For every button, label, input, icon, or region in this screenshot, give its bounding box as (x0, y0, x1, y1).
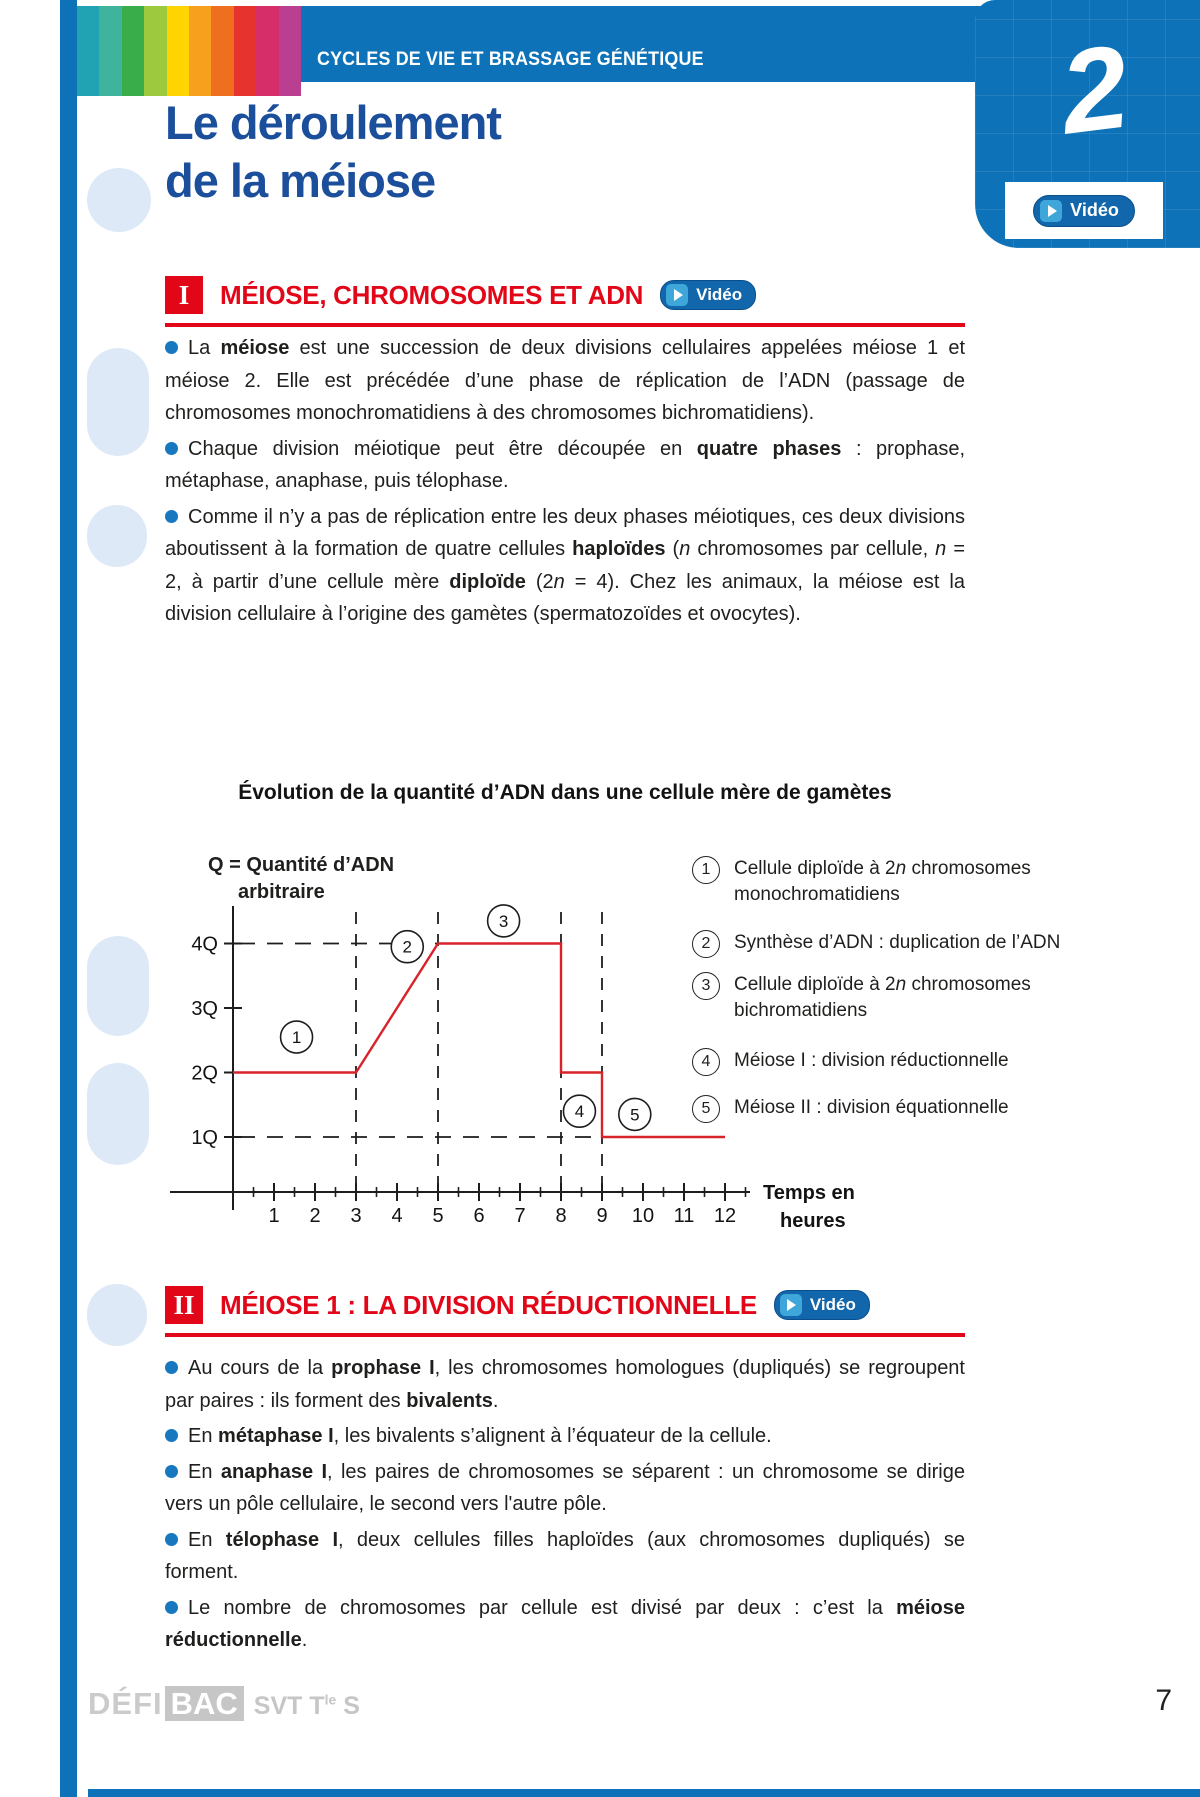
color-stripe (144, 6, 166, 96)
x-tick-label: 1 (268, 1205, 280, 1227)
defibac-logo: DÉFI BAC SVT $T^{le}$ S (88, 1686, 360, 1721)
legend-item (692, 972, 1090, 1024)
color-stripe (189, 6, 211, 96)
video-button-label: Vidéo (696, 285, 743, 304)
bottom-margin-bar (88, 1789, 1200, 1797)
legend-item (692, 1095, 1090, 1123)
x-tick-label: 11 (673, 1205, 695, 1227)
chart-annotation-number: 3 (498, 911, 509, 931)
chapter-banner-title: CYCLES DE VIE ET BRASSAGE GÉNÉTIQUE (317, 49, 704, 70)
color-stripe (77, 6, 99, 96)
chart-title: Évolution de la quantité d’ADN dans une cellule mère de gamètes (238, 781, 892, 804)
page-title-line1: Le déroulement (165, 96, 501, 149)
page-title (165, 94, 501, 210)
page-number: 7 (1155, 1684, 1172, 1717)
x-tick-label: 12 (713, 1205, 737, 1227)
chart-y-axis-label: Q = Quantité d’ADN arbitraire (208, 854, 395, 903)
color-stripe (167, 6, 189, 96)
color-stripe (234, 6, 256, 96)
chart-annotation-number: 5 (630, 1105, 640, 1125)
paragraph: Chaque division méiotique peut être découpée en quatre phases : prophase, métaphase, anaphase, puis télophase. (165, 433, 965, 498)
paragraph: Comme il n’y a pas de réplication entre les deux phases méiotiques, ces deux divisions aboutissent à la formation de quatre cellules haploïdes (n chromosomes par cellule, n = 2, à partir d’une cellule mère diploïde (2n = 4). Chez les animaux, la méiose est la division cellulaire à l’origine des gamètes (spermatozoïdes et ovocytes). (165, 501, 965, 631)
x-tick-label: 2 (309, 1205, 321, 1227)
x-tick-label: 8 (555, 1205, 567, 1227)
x-axis-label: heures (780, 1210, 846, 1230)
play-icon (780, 1294, 802, 1316)
y-tick-label: 3Q (191, 998, 218, 1020)
x-tick-label: 3 (350, 1205, 362, 1227)
paragraph: En anaphase I, les paires de chromosomes se séparent : un chromosome se dirige vers un pôle cellulaire, le second vers l'autre pôle. (165, 1456, 965, 1521)
color-stripe (99, 6, 121, 96)
legend-number: 4 (692, 1048, 720, 1076)
legend-item (692, 1048, 1090, 1076)
color-stripe (279, 6, 301, 96)
section-2-numeral: II (165, 1286, 203, 1324)
section-1-body (165, 332, 965, 634)
page-title-line2: de la méiose (165, 154, 436, 207)
chart-annotation-number: 4 (574, 1102, 585, 1122)
x-tick-label: 10 (631, 1205, 655, 1227)
y-tick-label: 2Q (191, 1062, 218, 1085)
chapter-banner (301, 6, 989, 82)
paragraph: La méiose est une succession de deux divisions cellulaires appelées méiose 1 et méiose 2. Elle est précédée d’une phase de réplication de l’ADN (passage de chromosomes monochromatidiens à des chromosomes bichromatidiens). (165, 332, 965, 430)
chapter-video-box (1005, 182, 1163, 239)
paragraph: Au cours de la prophase I, les chromosomes homologues (dupliqués) se regroupent par paires : ils forment des bivalents. (165, 1352, 965, 1417)
paragraph: En métaphase I, les bivalents s’alignent à l’équateur de la cellule. (165, 1420, 965, 1453)
section-2-video-button[interactable] (774, 1290, 870, 1320)
video-button-label: Vidéo (809, 1295, 856, 1314)
section-2-header (165, 1286, 965, 1337)
play-icon (666, 284, 688, 306)
section-2-body (165, 1352, 965, 1660)
section-1-numeral: I (165, 276, 203, 314)
y-tick-label: 4Q (191, 933, 218, 956)
section-1-heading: MÉIOSE, CHROMOSOMES ET ADN (220, 279, 644, 310)
section-1-header (165, 276, 965, 327)
legend-item (692, 930, 1090, 958)
legend-text: Méiose II : division équationnelle (734, 1097, 1009, 1118)
y-tick-label: 1Q (191, 1127, 218, 1149)
legend-item (692, 856, 1090, 908)
paragraph: Le nombre de chromosomes par cellule est divisé par deux : c’est la méiose réductionnelle. (165, 1592, 965, 1657)
legend-text: Méiose I : division réductionnelle (734, 1050, 1009, 1071)
color-stripe (122, 6, 144, 96)
x-axis-label: Temps en (763, 1182, 855, 1204)
left-margin-bar (60, 0, 77, 1797)
legend-number: 5 (692, 1095, 720, 1123)
margin-capsule-decoration (87, 505, 147, 567)
legend-number: 1 (692, 856, 720, 884)
x-tick-label: 6 (473, 1205, 485, 1227)
chart-annotation-number: 1 (291, 1028, 302, 1048)
x-tick-label: 7 (514, 1205, 526, 1227)
color-stripes-decoration (77, 6, 301, 96)
margin-capsule-decoration (87, 1063, 149, 1165)
chart-annotation-number: 2 (402, 937, 412, 957)
chapter-video-button[interactable] (1033, 195, 1135, 227)
chapter-number: 2 (1053, 20, 1136, 160)
margin-capsule-decoration (87, 168, 151, 232)
margin-capsule-decoration (87, 348, 149, 456)
x-tick-label: 5 (432, 1205, 444, 1227)
margin-capsule-decoration (87, 1284, 147, 1346)
legend-text: Cellule diploïde à 2n chromosomes bichromatidiens (734, 974, 1031, 1021)
legend-number: 3 (692, 972, 720, 1000)
x-tick-label: 9 (596, 1205, 608, 1227)
video-button-label: Vidéo (1070, 200, 1119, 220)
legend-number: 2 (692, 930, 720, 958)
color-stripe (256, 6, 278, 96)
paragraph: En télophase I, deux cellules filles haploïdes (aux chromosomes dupliqués) se forment. (165, 1524, 965, 1589)
section-2-heading: MÉIOSE 1 : LA DIVISION RÉDUCTIONNELLE (220, 1289, 757, 1320)
legend-text: Cellule diploïde à 2n chromosomes monochromatidiens (734, 858, 1031, 905)
section-1-video-button[interactable] (660, 280, 756, 310)
margin-capsule-decoration (87, 936, 149, 1036)
play-icon (1040, 200, 1062, 222)
x-tick-label: 4 (391, 1205, 403, 1227)
legend-text: Synthèse d’ADN : duplication de l’ADN (734, 932, 1061, 953)
color-stripe (211, 6, 233, 96)
